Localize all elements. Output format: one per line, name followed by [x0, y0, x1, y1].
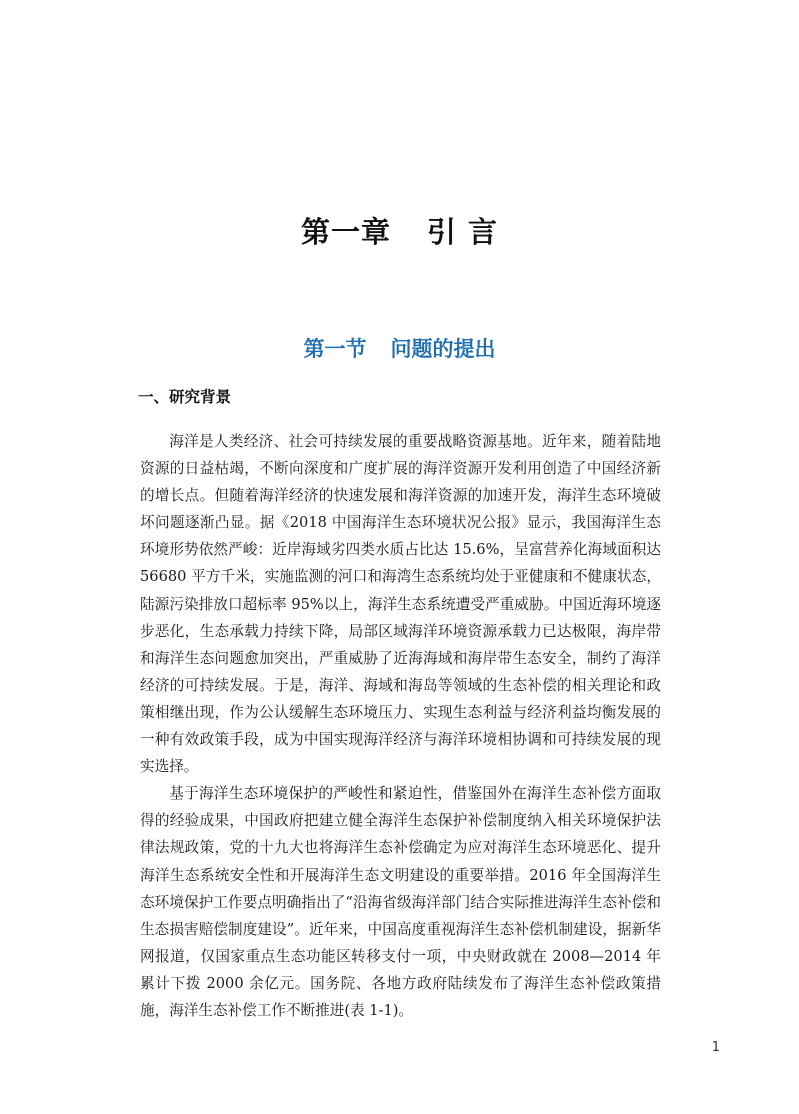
section-number: 第一节 [303, 336, 367, 361]
page-number: 1 [711, 1040, 720, 1055]
chapter-number: 第一章 [300, 215, 391, 249]
paragraph: 基于海洋生态环境保护的严峻性和紧迫性，借鉴国外在海洋生态补偿方面取得的经验成果，中国政府把建立健全海洋生态保护补偿制度纳入相关环境保护法律法规政策，党的十九大也将海洋生态补偿确定为应对海洋生态环境恶化、提升海洋生态系统安全性和开展海洋生态文明建设的重要举措。2016 年全国海洋生态环境保护工作要点明确指出了“沿海省级海洋部门结合实际推进海洋生态补偿和生态损害赔偿制度建设”。近年来，中国高度重视海洋生态补偿机制建设，据新华网报道，仅国家重点生态功能区转移支付一项，中央财政就在 2008—2014 年累计下拨 2000 余亿元。国务院、各地方政府陆续发布了海洋生态补偿政策措施，海洋生态补偿工作不断推进(表 1-1)。 [140, 785, 661, 1019]
paragraph: 海洋是人类经济、社会可持续发展的重要战略资源基地。近年来，随着陆地资源的日益枯竭，不断向深度和广度扩展的海洋资源开发利用创造了中国经济新的增长点。但随着海洋经济的快速发展和海洋资源的加速开发，海洋生态环境破坏问题逐渐凸显。据《2018 中国海洋生态环境状况公报》显示，我国海洋生态环境形势依然严峻：近岸海域劣四类水质占比达 15.6%，呈富营养化海域面积达 56680 平方千米，实施监测的河口和海湾生态系统均处于亚健康和不健康状态，陆源污染排放口超标率 95%以上，海洋生态系统遭受严重威胁。中国近海环境逐步恶化，生态承载力持续下降，局部区域海洋环境资源承载力已达极限，海岸带和海洋生态问题愈加突出，严重威胁了近海海域和海岸带生态安全，制约了海洋经济的可持续发展。于是，海洋、海域和海岛等领域的生态补偿的相关理论和政策相继出现，作为公认缓解生态环境压力、实现生态利益与经济利益均衡发展的一种有效政策手段，成为中国实现海洋经济与海洋环境相协调和可持续发展的现实选择。 [140, 433, 661, 776]
chapter-name: 引 言 [426, 215, 499, 249]
body-text [140, 428, 661, 1024]
subsection-heading: 一、研究背景 [138, 388, 232, 406]
section-name: 问题的提出 [390, 336, 496, 361]
chapter-title [0, 210, 799, 251]
section-title [0, 333, 799, 363]
